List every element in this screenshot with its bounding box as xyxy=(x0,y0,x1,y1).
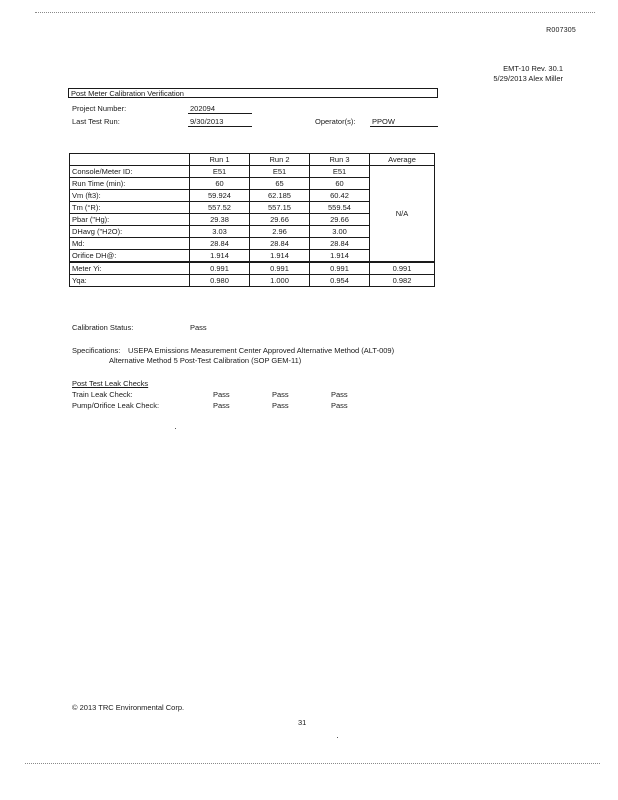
scan-speck xyxy=(337,737,338,738)
cell: 557.15 xyxy=(250,202,310,214)
row-label: Yqa: xyxy=(70,275,190,287)
cell: 29.38 xyxy=(190,214,250,226)
specifications-label: Specifications: xyxy=(72,346,121,355)
last-test-run-label: Last Test Run: xyxy=(72,117,120,126)
last-test-run-line xyxy=(188,126,252,127)
pump-leak-label: Pump/Orifice Leak Check: xyxy=(72,401,160,410)
status-label: Calibration Status: xyxy=(72,323,134,332)
cell: 59.924 xyxy=(190,190,250,202)
cell: 29.66 xyxy=(310,214,370,226)
operators-value: PPOW xyxy=(372,117,395,126)
cell: 0.980 xyxy=(190,275,250,287)
row-label: Md: xyxy=(70,238,190,250)
specifications-line-2: Alternative Method 5 Post-Test Calibration (SOP GEM-11) xyxy=(109,356,302,365)
operators-label: Operator(s): xyxy=(315,117,356,126)
cell: 0.954 xyxy=(310,275,370,287)
train-leak-run-3: Pass xyxy=(331,390,348,399)
cell: 62.185 xyxy=(250,190,310,202)
table-header-row xyxy=(70,154,435,166)
status-value: Pass xyxy=(190,323,207,332)
cell: 0.991 xyxy=(250,262,310,275)
row-label: Pbar ("Hg): xyxy=(70,214,190,226)
cell: 559.54 xyxy=(310,202,370,214)
project-number-value: 202094 xyxy=(190,104,216,113)
cell: E51 xyxy=(190,166,250,178)
copyright: © 2013 TRC Environmental Corp. xyxy=(72,703,185,712)
cell: 28.84 xyxy=(250,238,310,250)
row-label: Run Time (min): xyxy=(70,178,190,190)
col-run-3: Run 3 xyxy=(310,154,370,166)
doc-code: R007305 xyxy=(546,27,576,34)
table-row xyxy=(70,166,435,178)
last-test-run-value: 9/30/2013 xyxy=(190,117,224,126)
cell: E51 xyxy=(250,166,310,178)
row-label: Tm (°R): xyxy=(70,202,190,214)
pump-leak-run-2: Pass xyxy=(272,401,289,410)
cell: 557.52 xyxy=(190,202,250,214)
project-number-line xyxy=(188,113,252,114)
scan-edge-top xyxy=(35,12,595,13)
cell: 1.914 xyxy=(310,250,370,263)
form-id: EMT-10 Rev. 30.1 xyxy=(503,64,563,73)
calibration-title: Post Meter Calibration Verification xyxy=(68,88,438,98)
cell: 1.914 xyxy=(190,250,250,263)
operators-line xyxy=(370,126,438,127)
train-leak-run-1: Pass xyxy=(213,390,230,399)
scan-speck xyxy=(175,428,176,429)
pump-leak-run-3: Pass xyxy=(331,401,348,410)
specifications-line-1: USEPA Emissions Measurement Center Approved Alternative Method (ALT-009) xyxy=(128,346,395,355)
cell-average: 0.982 xyxy=(370,275,435,287)
table-row xyxy=(70,262,435,275)
cell: E51 xyxy=(310,166,370,178)
cell: 60 xyxy=(310,178,370,190)
col-run-2: Run 2 xyxy=(250,154,310,166)
table-corner xyxy=(70,154,190,166)
average-na: N/A xyxy=(370,166,435,263)
col-run-1: Run 1 xyxy=(190,154,250,166)
cell: 1.914 xyxy=(250,250,310,263)
col-average: Average xyxy=(370,154,435,166)
revision-note: 5/29/2013 Alex Miller xyxy=(493,74,563,83)
cell: 3.00 xyxy=(310,226,370,238)
cell-average: 0.991 xyxy=(370,262,435,275)
cell: 0.991 xyxy=(310,262,370,275)
cell: 28.84 xyxy=(190,238,250,250)
row-label: Vm (ft3): xyxy=(70,190,190,202)
row-label: Meter Yi: xyxy=(70,262,190,275)
row-label: DHavg ("H2O): xyxy=(70,226,190,238)
cell: 28.84 xyxy=(310,238,370,250)
leak-checks-title: Post Test Leak Checks xyxy=(72,379,149,388)
cell: 3.03 xyxy=(190,226,250,238)
train-leak-label: Train Leak Check: xyxy=(72,390,133,399)
cell: 29.66 xyxy=(250,214,310,226)
cell: 65 xyxy=(250,178,310,190)
cell: 60 xyxy=(190,178,250,190)
cell: 2.96 xyxy=(250,226,310,238)
project-number-label: Project Number: xyxy=(72,104,127,113)
calibration-table xyxy=(69,153,435,287)
scan-edge-bottom xyxy=(25,763,600,764)
cell: 0.991 xyxy=(190,262,250,275)
row-label: Console/Meter ID: xyxy=(70,166,190,178)
table-row xyxy=(70,275,435,287)
cell: 60.42 xyxy=(310,190,370,202)
page-number: 31 xyxy=(298,718,307,727)
row-label: Orifice DH@: xyxy=(70,250,190,263)
cell: 1.000 xyxy=(250,275,310,287)
train-leak-run-2: Pass xyxy=(272,390,289,399)
pump-leak-run-1: Pass xyxy=(213,401,230,410)
